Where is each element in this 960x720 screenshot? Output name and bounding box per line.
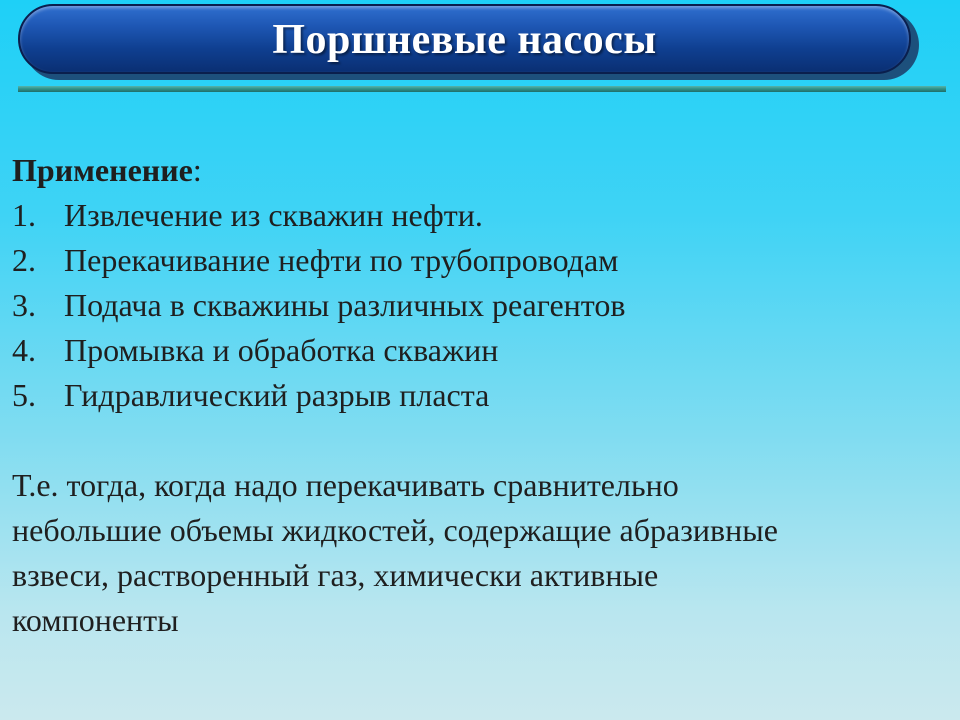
list-item-text: Гидравлический разрыв пласта	[64, 377, 490, 413]
section-heading-label: Применение	[12, 152, 193, 188]
slide-body	[12, 148, 942, 418]
list-item	[12, 283, 942, 328]
list-item-number: 2.	[12, 242, 36, 278]
application-list	[12, 193, 942, 418]
summary-paragraph	[12, 463, 942, 643]
summary-line: взвеси, растворенный газ, химически активные	[12, 557, 659, 593]
title-bar	[18, 4, 911, 74]
list-item	[12, 193, 942, 238]
section-heading-colon: :	[192, 152, 202, 188]
list-item	[12, 238, 942, 283]
slide-title: Поршневые насосы	[272, 17, 657, 63]
list-item-number: 1.	[12, 197, 36, 233]
list-item-text: Подача в скважины различных реагентов	[64, 287, 626, 323]
summary-line: небольшие объемы жидкостей, содержащие абразивные	[12, 512, 778, 548]
list-item	[12, 328, 942, 373]
summary-line: Т.е. тогда, когда надо перекачивать сравнительно	[12, 467, 679, 503]
list-item-number: 5.	[12, 377, 36, 413]
summary-line: компоненты	[12, 602, 179, 638]
list-item-number: 3.	[12, 287, 36, 323]
list-item-text: Перекачивание нефти по трубопроводам	[64, 242, 619, 278]
list-item-number: 4.	[12, 332, 36, 368]
list-item	[12, 373, 942, 418]
list-item-text: Промывка и обработка скважин	[64, 332, 499, 368]
title-divider	[18, 86, 946, 92]
section-heading	[12, 148, 942, 193]
list-item-text: Извлечение из скважин нефти.	[64, 197, 483, 233]
